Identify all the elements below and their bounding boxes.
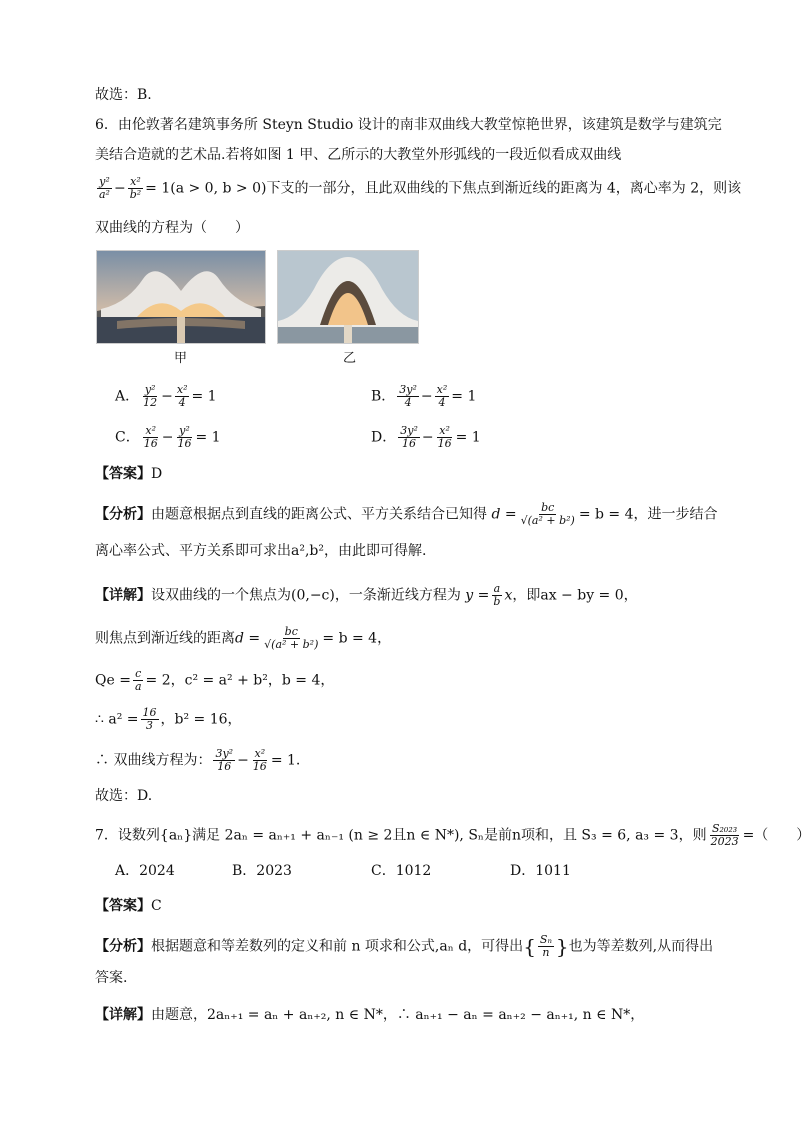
q7-answer: 【答案】C	[95, 898, 162, 914]
caption-yi: 乙	[343, 351, 357, 366]
q6-line2: 美结合造就的艺术品.若将如图 1 甲、乙所示的大教堂外形弧线的一段近似看成双曲线	[95, 147, 622, 163]
prev-answer: 故选：B.	[95, 87, 152, 103]
q6-option-c: C． $\frac{\text{x²}}{16}$ − $\frac{\text{y²}}{16}$ = 1	[115, 424, 221, 450]
q7-analysis-line2: 答案.	[95, 970, 128, 986]
q7-line1: 7．设数列{aₙ}满足 2aₙ = aₙ₊₁ + aₙ₋₁ (n ≥ 2且n ∈ N*), Sₙ是前n项和，且 S₃ = 6, a₃ = 3，则 $\frac{\text{S₂₀₂₃}}{2023}$ =（ ）	[95, 822, 810, 848]
frac-x2-b2: $\frac{\text{x²}}{\text{b²}}$	[129, 175, 142, 201]
q6-answer: 【答案】D	[95, 466, 163, 482]
q6-analysis-line2: 离心率公式、平方关系即可求出a²,b²，由此即可得解.	[95, 543, 427, 559]
q6-detail-line2: 则焦点到渐近线的距离d = $\frac{bc}{\text{√(a² + b²)}}$ = b = 4，	[95, 625, 392, 651]
q7-option-a: A．2024	[115, 863, 175, 879]
q6-detail-line3: Qe = $\frac{c}{a}$ = 2，c² = a² + b²，b = 4，	[95, 667, 335, 693]
q6-option-d: D． $\frac{\text{3y²}}{16}$ − $\frac{\text{x²}}{16}$ = 1	[371, 424, 481, 450]
cathedral-photo-yi	[277, 250, 419, 344]
q6-line1: 6．由伦敦著名建筑事务所 Steyn Studio 设计的南非双曲线大教堂惊艳世界，该建筑是数学与建筑完	[95, 117, 722, 133]
q6-detail-line4: ∴ a² = $\frac{16}{3}$ ，b² = 16，	[95, 706, 242, 732]
q6-condition: = 1(a > 0, b > 0)	[145, 180, 267, 197]
q6-line3-tail: 下支的一部分，且此双曲线的下焦点到渐近线的距离为 4，离心率为 2，则该	[266, 180, 742, 197]
q7-option-d: D．1011	[510, 863, 571, 879]
q6-line3: $\frac{\text{y²}}{\text{a²}}$ − $\frac{\text{x²}}{\text{b²}}$ = 1(a > 0, b > 0)下支的一部分，且此双曲线的下焦点到渐近线的距离为 4，离心率为 2，则该	[99, 175, 742, 201]
frac-y2-a2: $\frac{\text{y²}}{\text{a²}}$	[99, 175, 110, 201]
cathedral-photo-jia	[96, 250, 266, 344]
q7-analysis-line1: 【分析】根据题意和等差数列的定义和前 n 项求和公式,aₙ d，可得出{ $\frac{\text{Sₙ}}{n}$ }也为等差数列,从而得出	[95, 933, 714, 959]
q7-option-b: B．2023	[232, 863, 292, 879]
q6-option-a: A． $\frac{\text{y²}}{12}$ − $\frac{\text{x²}}{4}$ = 1	[115, 383, 217, 409]
q6-final-answer: 故选：D.	[95, 788, 153, 804]
q6-option-b: B． $\frac{\text{3y²}}{4}$ − $\frac{\text{x²}}{4}$ = 1	[371, 383, 477, 409]
q7-option-c: C．1012	[371, 863, 432, 879]
q6-detail-line1: 【详解】设双曲线的一个焦点为(0,−c)，一条渐近线方程为 y = $\frac{a}{b}$ x，即ax − by = 0，	[95, 582, 638, 608]
q6-detail-line5: ∴ 双曲线方程为： $\frac{\text{3y²}}{16}$ − $\frac{\text{x²}}{16}$ = 1.	[95, 747, 301, 773]
q6-analysis-line1: 【分析】由题意根据点到直线的距离公式、平方关系结合已知得 d = $\frac{bc}{\text{√(a² + b²)}}$ = b = 4，进一步结合	[95, 501, 718, 527]
q7-detail-line1: 【详解】由题意，2aₙ₊₁ = aₙ + aₙ₊₂, n ∈ N*，∴ aₙ₊₁ − aₙ = aₙ₊₂ − aₙ₊₁, n ∈ N*，	[95, 1007, 645, 1023]
caption-jia: 甲	[174, 351, 188, 366]
q6-line4: 双曲线的方程为（ ）	[95, 220, 249, 236]
